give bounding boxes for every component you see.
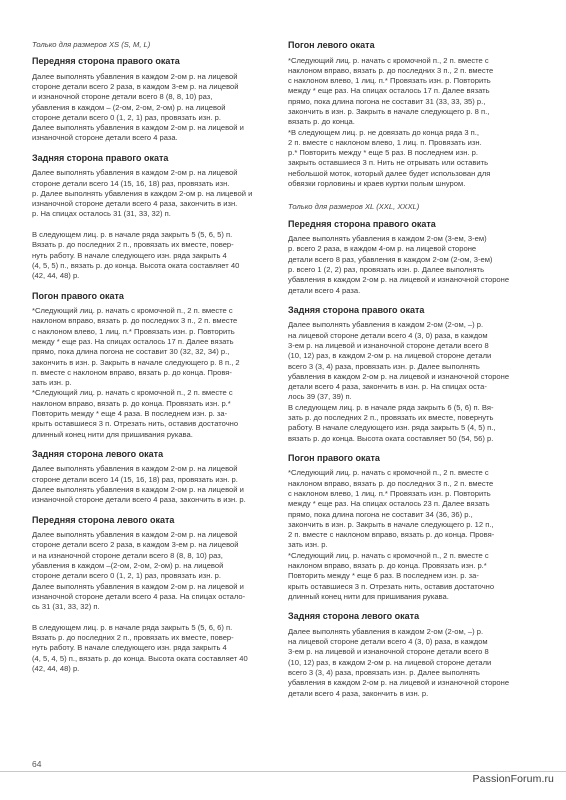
size-note: Только для размеров XS (S, M, L) <box>32 40 151 49</box>
right-column <box>288 40 538 699</box>
footer-divider <box>0 771 566 772</box>
left-column <box>32 40 280 674</box>
section-heading: Задняя сторона левого оката <box>288 611 420 622</box>
section-heading: Задняя сторона левого оката <box>32 448 164 459</box>
section-heading: Погон правого оката <box>32 290 124 301</box>
instruction-paragraph: Далее выполнять убавления в каждом 2-ом р. на лицевой стороне детали всего 2 раза, в каждом 3-ем р. на лицевой и на изнаночной стороне детали всего 8 (8, 8, 10) раз, убавления в каждом –(2-ом, 2-ом, 2-ом) р. на лицевой стороне детали всего 0 (1, 2, 1) раз, провязать изн. р. Далее выполнять убавления в каждом 2-ом р. на лицевой и изнаночной стороне детали всего 4 раза. На спицах остало- сь 31 (31, 33, 32) п. В следующем лиц. р. в начале ряда закрыть 5 (5, 6, 6) п. Вязать р. до последних 2 п., провязать их вместе, повер- нуть работу. В начале следующего изн. ряда закрыть 4 (4, 5, 4, 5) п., вязать р. до конца. Высота оката составляет 40 (42, 44, 48) р. <box>32 530 248 673</box>
instruction-paragraph: Далее выполнять убавления в каждом 2-ом р. на лицевой стороне детали всего 2 раза, в каждом 3-ем р. на лицевой и изнаночной стороне детали всего 8 (8, 8, 10) раз, убавления в каждом – (2-ом, 2-ом, 2-ом) р. на лицевой стороне детали всего 0 (1, 2, 1) раз, провязать изн. р. Далее выполнять убавления в каждом 2-ом р. на лицевой и изнаночной стороне детали всего 4 раза. <box>32 71 244 143</box>
site-watermark: PassionForum.ru <box>472 773 554 785</box>
instruction-paragraph: Далее выполнять убавления в каждом 2-ом р. на лицевой стороне детали всего 14 (15, 16, 18) раз, провязать изн. р. Далее выполнять убавления в каждом 2-ом р. на лицевой и изнаночной стороне детали всего 4 раза, закончить в изн. р. <box>32 464 246 505</box>
instruction-paragraph: Далее выполнять убавления в каждом 2-ом (2-ом, –) р. на лицевой стороне детали всего 4 (3, 0) раза, в каждом 3-ем р. на лицевой и изнаночной стороне детали всего 8 (10, 12) раз, в каждом 2-ом р. на лицевой стороне детали всего 3 (3, 4) раза, провязать изн. р. Далее выполнять убавления в каждом 2-ом р. на лицевой и изнаночной стороне детали всего 4 раза, закончить в изн. р. <box>288 626 510 698</box>
instruction-paragraph: *Следующий лиц. р. начать с кромочной п., 2 п. вместе с наклоном вправо, вязать р. до последних 3 п., 2 п. вместе с наклоном влево, 1 лиц. п.* Провязать изн. р. Повторить между * еще раз. На спицах осталось 23 п. Далее вязать прямо, пока длина погона не составит 34 (36, 36) р., закончить в изн. р. Закрыть в начале следующего р. 12 п., 2 п. вместе с наклоном вправо, вязать р. до конца. Провя- зать изн. р. *Следующий лиц. р. начать с кромочной п., 2 п. вместе с наклоном вправо, вязать р. до конца. Провязать изн. р.* Повторить между * еще 6 раз. В последнем изн. р. за- крыть оставшиеся 3 п. Отрезать нить, оставив достаточно длинный конец нити для пришивания рукава. <box>288 468 495 601</box>
instruction-paragraph: Далее выполнять убавления в каждом 2-ом (3-ем, 3-ем) р. всего 2 раза, в каждом 4-ом р. на лицевой стороне детали всего 8 раз, убавления в каждом 2-ом (2-ом, 3-ем) р. всего 1 (2, 2) раз, провязать изн. р. Далее выполнять убавления в каждом 2-ом р. на лицевой и изнаночной стороне детали всего 4 раза. <box>288 234 510 295</box>
section-heading: Погон правого оката <box>288 452 380 463</box>
section-heading: Передняя сторона левого оката <box>32 514 175 525</box>
section-heading: Передняя сторона правого оката <box>288 218 436 229</box>
section-heading: Передняя сторона правого оката <box>32 56 180 67</box>
page-number: 64 <box>32 759 42 769</box>
instruction-paragraph: *Следующий лиц. р. начать с кромочной п., 2 п. вместе с наклоном вправо, вязать р. до последних 3 п., 2 п. вместе с наклоном влево, 1 лиц. п.* Провязать изн. р. Повторить между * еще раз. На спицах осталось 17 п. Далее вязать прямо, пока длина погона не составит 30 (32, 32, 34) р., закончить в изн. р. Закрыть в начале следующего р. 8 п., 2 п. вместе с наклоном вправо, вязать р. до конца. Провя- зать изн. р. *Следующий лиц. р. начать с кромочной п., 2 п. вместе с наклоном вправо, вязать р. до конца. Провязать изн. р.* Повторить между * еще 4 раза. В последнем изн. р. за- крыть оставшиеся 3 п. Отрезать нить, оставив достаточно длинный конец нити для пришивания рукава. <box>32 306 240 439</box>
size-note: Только для размеров XL (XXL, XXXL) <box>288 202 420 212</box>
section-heading: Задняя сторона правого оката <box>288 304 425 315</box>
instruction-paragraph: Далее выполнять убавления в каждом 2-ом р. на лицевой стороне детали всего 14 (15, 16, 18) раз, провязать изн. р. Далее выполнять убавления в каждом 2-ом р. на лицевой и изнаночной стороне детали всего 4 раза, закончить в изн. р. На спицах осталось 31 (31, 33, 32) п. В следующем лиц. р. в начале ряда закрыть 5 (5, 6, 5) п. Вязать р. до последних 2 п., провязать их вместе, повер- нуть работу. В начале следующего изн. ряда закрыть 4 (4, 5, 5) п., вязать р. до конца. Высота оката составляет 40 (42, 44, 48) р. <box>32 168 253 281</box>
instruction-paragraph: *Следующий лиц. р. начать с кромочной п., 2 п. вместе с наклоном вправо, вязать р. до последних 3 п., 2 п. вместе с наклоном влево, 1 лиц. п.* Провязать изн. р. Повторить между * еще раз. На спицах осталось 17 п. Далее вязать прямо, пока длина погона не составит 31 (33, 33, 35) р., закончить в изн. р. Закрыть в начале следующего р. 8 п., вязать р. до конца. *В следующем лиц. р. не довязать до конца ряда 3 п., 2 п. вместе с наклоном влево, 1 лиц. п. Провязать изн. р.* Повторить между * еще 5 раз. В последнем изн. р. закрыть оставшиеся 3 п. Нить не отрывать или оставить небольшой моток, который далее будет использован для обвязки горловины и краев куртки полым шнуром. <box>288 55 494 189</box>
section-heading: Задняя сторона правого оката <box>32 152 169 163</box>
instruction-paragraph: Далее выполнять убавления в каждом 2-ом (2-ом, –) р. на лицевой стороне детали всего 4 (3, 0) раза, в каждом 3-ем р. на лицевой и изнаночной стороне детали всего 8 (10, 12) раз, в каждом 2-ом р. на лицевой стороне детали всего 3 (3, 4) раза, провязать изн. р. Далее выполнять убавления в каждом 2-ом р. на лицевой и изнаночной стороне детали всего 4 раза, закончить в изн. р. На спицах оста- лось 39 (37, 39) п. В следующем лиц. р. в начале ряда закрыть 6 (5, 6) п. Вя- зать р. до последних 2 п., провязать их вместе, повернуть работу. В начале следующего изн. ряда закрыть 5 (4, 5) п., вязать р. до конца. Высота оката составляет 50 (54, 56) р. <box>288 320 510 443</box>
section-heading: Погон левого оката <box>288 40 375 50</box>
